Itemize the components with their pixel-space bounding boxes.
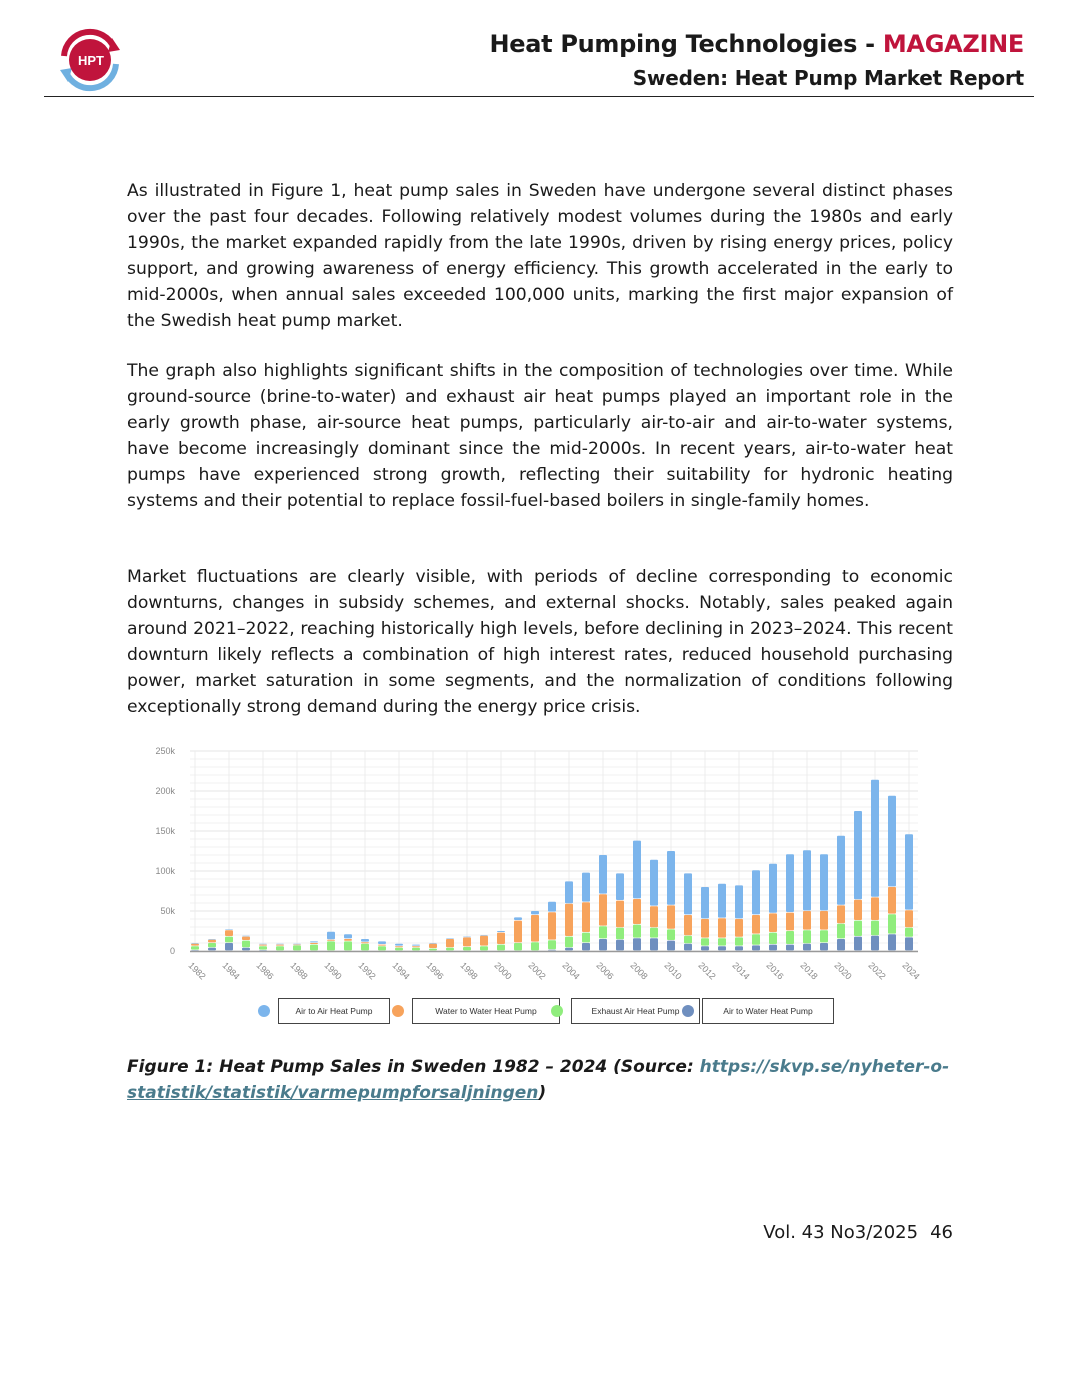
- bar-segment: [378, 945, 386, 946]
- x-tick-label: 2024: [900, 960, 922, 982]
- x-tick-label: 1986: [254, 960, 276, 982]
- bar-segment: [905, 937, 913, 950]
- bar-segment: [701, 946, 709, 950]
- bar-segment: [667, 941, 675, 951]
- y-tick-label: 200k: [155, 786, 175, 796]
- bar-segment: [259, 950, 267, 951]
- bar-segment: [242, 948, 250, 951]
- bar-segment: [191, 950, 199, 951]
- bar-segment: [871, 780, 879, 897]
- bar-segment: [684, 944, 692, 951]
- legend-color-dot-icon: [392, 1005, 404, 1017]
- bar-segment: [293, 944, 301, 945]
- bar-segment: [412, 945, 420, 946]
- bar-segment: [718, 938, 726, 945]
- bar-segment: [327, 941, 335, 950]
- bar-segment: [327, 940, 335, 941]
- bar-segment: [684, 915, 692, 935]
- bar-segment: [276, 944, 284, 945]
- bar-segment: [242, 937, 250, 940]
- bar-segment: [429, 943, 437, 944]
- bar-segment: [786, 854, 794, 912]
- bar-segment: [310, 941, 318, 942]
- chart-legend: [0, 998, 1080, 1026]
- y-tick-label: 0: [169, 946, 175, 956]
- bar-segment: [616, 873, 624, 900]
- bar-segment: [548, 902, 556, 912]
- bar-segment: [599, 926, 607, 938]
- bar-segment: [633, 938, 641, 950]
- bar-segment: [344, 939, 352, 941]
- bar-segment: [871, 936, 879, 951]
- bar-segment: [548, 950, 556, 951]
- bar-segment: [667, 905, 675, 928]
- bar-segment: [769, 864, 777, 913]
- bar-segment: [429, 949, 437, 951]
- bar-segment: [667, 929, 675, 940]
- bar-segment: [582, 902, 590, 932]
- page-number: 46: [930, 1222, 953, 1243]
- bar-segment: [225, 929, 233, 930]
- caption-suffix: ): [538, 1083, 547, 1103]
- bar-segment: [361, 942, 369, 943]
- bar-segment: [259, 944, 267, 945]
- y-tick-label: 250k: [155, 746, 175, 756]
- bar-segment: [854, 937, 862, 951]
- legend-color-dot-icon: [682, 1005, 694, 1017]
- bar-segment: [718, 946, 726, 950]
- paragraph-1: As illustrated in Figure 1, heat pump sales in Sweden have undergone several distinct phases over the past four decades. Following relatively modest volumes during the 1980s and early 1990s, the market expanded rapidly from the late 1990s, driven by rising energy prices, policy support, and growing awareness of energy efficiency. This growth accelerated in the early to mid-2000s, when annual sales exceeded 100,000 units, marking the first major expansion of the Swedish heat pump market.: [127, 181, 953, 331]
- bar-segment: [650, 860, 658, 906]
- bar-segment: [225, 937, 233, 943]
- bar-segment: [616, 928, 624, 939]
- bar-segment: [378, 941, 386, 944]
- bar-segment: [752, 934, 760, 945]
- bar-segment: [463, 937, 471, 938]
- bar-segment: [582, 943, 590, 950]
- legend-item[interactable]: [551, 998, 700, 1024]
- legend-label: Water to Water Heat Pump: [412, 998, 560, 1024]
- bar-segment: [820, 911, 828, 930]
- bar-segment: [752, 915, 760, 934]
- bar-segment: [293, 945, 301, 946]
- bar-segment: [786, 945, 794, 951]
- bar-segment: [735, 937, 743, 945]
- page-footer: [763, 1222, 953, 1243]
- bar-segment: [803, 930, 811, 943]
- x-tick-label: 2014: [730, 960, 752, 982]
- legend-color-dot-icon: [258, 1005, 270, 1017]
- bar-segment: [446, 939, 454, 947]
- bar-segment: [208, 943, 216, 947]
- header-divider: [44, 96, 1034, 97]
- bar-segment: [191, 946, 199, 949]
- bar-segment: [242, 936, 250, 937]
- bar-segment: [429, 944, 437, 948]
- y-tick-label: 100k: [155, 866, 175, 876]
- bar-segment: [820, 930, 828, 942]
- bar-segment: [769, 913, 777, 932]
- bar-segment: [905, 834, 913, 909]
- bar-segment: [871, 921, 879, 936]
- bar-segment: [259, 945, 267, 946]
- bar-segment: [752, 945, 760, 950]
- bar-segment: [276, 946, 284, 950]
- bar-segment: [395, 946, 403, 947]
- source-link-part2[interactable]: statistik/statistik/varmepumpforsaljningen: [127, 1083, 539, 1103]
- x-tick-label: 2000: [492, 960, 514, 982]
- x-tick-label: 2006: [594, 960, 616, 982]
- bar-segment: [650, 928, 658, 938]
- x-tick-label: 1984: [220, 960, 242, 982]
- x-tick-label: 1990: [322, 960, 344, 982]
- y-tick-label: 150k: [155, 826, 175, 836]
- source-link-part1[interactable]: https://skvp.se/nyheter-o-: [699, 1057, 950, 1077]
- x-tick-label: 2002: [526, 960, 548, 982]
- x-tick-label: 1998: [458, 960, 480, 982]
- x-tick-label: 2012: [696, 960, 718, 982]
- bar-segment: [684, 936, 692, 943]
- bar-segment: [701, 919, 709, 938]
- bar-segment: [633, 899, 641, 924]
- x-tick-label: 2022: [866, 960, 888, 982]
- bar-segment: [514, 943, 522, 950]
- x-tick-label: 2016: [764, 960, 786, 982]
- hpt-logo-icon: [56, 26, 124, 94]
- bar-segment: [837, 924, 845, 939]
- bar-segment: [446, 948, 454, 951]
- bar-segment: [888, 914, 896, 933]
- bar-segment: [837, 905, 845, 923]
- bar-segment: [735, 946, 743, 950]
- bar-segment: [888, 934, 896, 950]
- bar-segment: [310, 943, 318, 944]
- legend-color-dot-icon: [551, 1005, 563, 1017]
- x-tick-label: 2020: [832, 960, 854, 982]
- x-tick-label: 1988: [288, 960, 310, 982]
- bar-segment: [225, 943, 233, 950]
- legend-label: Air to Water Heat Pump: [702, 998, 834, 1024]
- bar-segment: [191, 943, 199, 944]
- x-tick-label: 1982: [186, 960, 208, 982]
- bar-segment: [837, 939, 845, 950]
- bar-segment: [395, 948, 403, 951]
- bar-segment: [854, 921, 862, 936]
- bar-segment: [803, 944, 811, 951]
- bar-segment: [701, 887, 709, 918]
- bar-segment: [599, 939, 607, 950]
- bar-segment: [378, 946, 386, 950]
- bar-segment: [905, 928, 913, 937]
- bar-segment: [463, 937, 471, 946]
- bar-segment: [497, 931, 505, 932]
- bar-segment: [701, 938, 709, 945]
- legend-label: Exhaust Air Heat Pump: [571, 998, 700, 1024]
- bar-segment: [888, 887, 896, 914]
- bar-segment: [803, 911, 811, 930]
- bar-segment: [310, 945, 318, 951]
- bar-segment: [480, 936, 488, 946]
- caption-text: Figure 1: Heat Pump Sales in Sweden 1982 – 2024 (Source:: [127, 1057, 700, 1077]
- bar-segment: [276, 945, 284, 946]
- bar-segment: [582, 933, 590, 943]
- bar-segment: [208, 939, 216, 940]
- bar-segment: [208, 940, 216, 943]
- bar-segment: [752, 870, 760, 914]
- bar-segment: [871, 897, 879, 920]
- bar-segment: [480, 946, 488, 950]
- bar-segment: [820, 943, 828, 950]
- bar-segment: [514, 917, 522, 920]
- bar-segment: [446, 938, 454, 939]
- bar-segment: [361, 939, 369, 942]
- bar-segment: [395, 944, 403, 946]
- bar-segment: [412, 946, 420, 947]
- bar-segment: [497, 933, 505, 944]
- hpt-logo: [56, 26, 124, 94]
- bar-segment: [344, 934, 352, 938]
- bar-segment: [361, 944, 369, 951]
- bar-segment: [837, 836, 845, 905]
- bar-segment: [854, 811, 862, 899]
- svg-text:HPT: HPT: [78, 53, 104, 68]
- magazine-title: [489, 30, 1024, 58]
- bar-segment: [582, 873, 590, 902]
- legend-item[interactable]: [682, 998, 834, 1024]
- bar-segment: [684, 873, 692, 914]
- bar-segment: [633, 925, 641, 938]
- bar-segment: [531, 915, 539, 942]
- bar-segment: [565, 937, 573, 948]
- bar-segment: [905, 910, 913, 927]
- bar-segment: [548, 912, 556, 939]
- figure-caption: [127, 1054, 953, 1106]
- bar-segment: [514, 921, 522, 943]
- x-tick-label: 2018: [798, 960, 820, 982]
- bar-segment: [208, 948, 216, 951]
- legend-item[interactable]: [392, 998, 560, 1024]
- bar-segment: [480, 935, 488, 936]
- x-tick-label: 1992: [356, 960, 378, 982]
- legend-label: Air to Air Heat Pump: [278, 998, 390, 1024]
- bar-segment: [735, 885, 743, 918]
- bar-segment: [531, 942, 539, 950]
- bar-segment: [718, 884, 726, 918]
- bar-segment: [565, 904, 573, 936]
- y-tick-label: 50k: [160, 906, 175, 916]
- bar-segment: [888, 796, 896, 887]
- bar-segment: [633, 841, 641, 899]
- bar-segment: [803, 850, 811, 910]
- x-tick-label: 2004: [560, 960, 582, 982]
- paragraph-2: The graph also highlights significant shifts in the composition of technologies over time. While ground-source (brine-to-water) and exhaust air heat pumps played an important role in the early growth phase, air-source heat pumps, particularly air-to-air and air-to-water systems, have become increasingly dominant since the mid-2000s. In recent years, air-to-water heat pumps have experienced strong growth, reflecting their suitability for hydronic heating systems and their potential to replace fossil-fuel-based boilers in single-family homes.: [127, 361, 953, 511]
- x-tick-label: 2010: [662, 960, 684, 982]
- report-subtitle: Sweden: Heat Pump Market Report: [632, 66, 1024, 90]
- bar-segment: [667, 851, 675, 905]
- bar-segment: [293, 945, 301, 950]
- bar-segment: [769, 933, 777, 944]
- bar-segment: [412, 948, 420, 951]
- bar-segment: [718, 918, 726, 937]
- bar-segment: [225, 930, 233, 936]
- bar-segment: [344, 941, 352, 950]
- x-tick-label: 1996: [424, 960, 446, 982]
- bar-segment: [191, 944, 199, 946]
- bar-segment: [259, 946, 267, 949]
- magazine-title-text: Heat Pumping Technologies -: [489, 30, 883, 58]
- magazine-highlight: MAGAZINE: [882, 30, 1024, 58]
- bar-segment: [650, 906, 658, 927]
- bar-segment: [548, 940, 556, 949]
- paragraph-3: Market fluctuations are clearly visible, with periods of decline corresponding to economic downturns, changes in subsidy schemes, and external shocks. Notably, sales peaked again around 2021–2022, reaching historically high levels, before declining in 2023–2024. This recent downturn likely reflects a combination of high interest rates, reduced household purchasing power, market saturation in some segments, and the normalization of conditions following exceptionally strong demand during the energy price crisis.: [127, 567, 953, 717]
- volume-issue: Vol. 43 No3/2025: [763, 1222, 919, 1243]
- bar-segment: [599, 855, 607, 894]
- bar-segment: [786, 913, 794, 931]
- bar-segment: [735, 919, 743, 937]
- bar-segment: [599, 894, 607, 925]
- legend-item[interactable]: [258, 998, 390, 1024]
- x-tick-label: 1994: [390, 960, 412, 982]
- bar-segment: [616, 940, 624, 951]
- bar-segment: [854, 900, 862, 920]
- heat-pump-sales-chart: [140, 740, 940, 1040]
- bar-segment: [820, 854, 828, 910]
- bar-segment: [565, 948, 573, 951]
- bar-segment: [650, 938, 658, 950]
- bar-segment: [463, 947, 471, 950]
- bar-segment: [786, 931, 794, 944]
- bar-segment: [327, 932, 335, 939]
- bar-segment: [769, 945, 777, 951]
- bar-segment: [616, 901, 624, 928]
- bar-segment: [565, 881, 573, 903]
- x-tick-label: 2008: [628, 960, 650, 982]
- bar-segment: [497, 945, 505, 951]
- bar-segment: [242, 941, 250, 948]
- bar-segment: [531, 911, 539, 914]
